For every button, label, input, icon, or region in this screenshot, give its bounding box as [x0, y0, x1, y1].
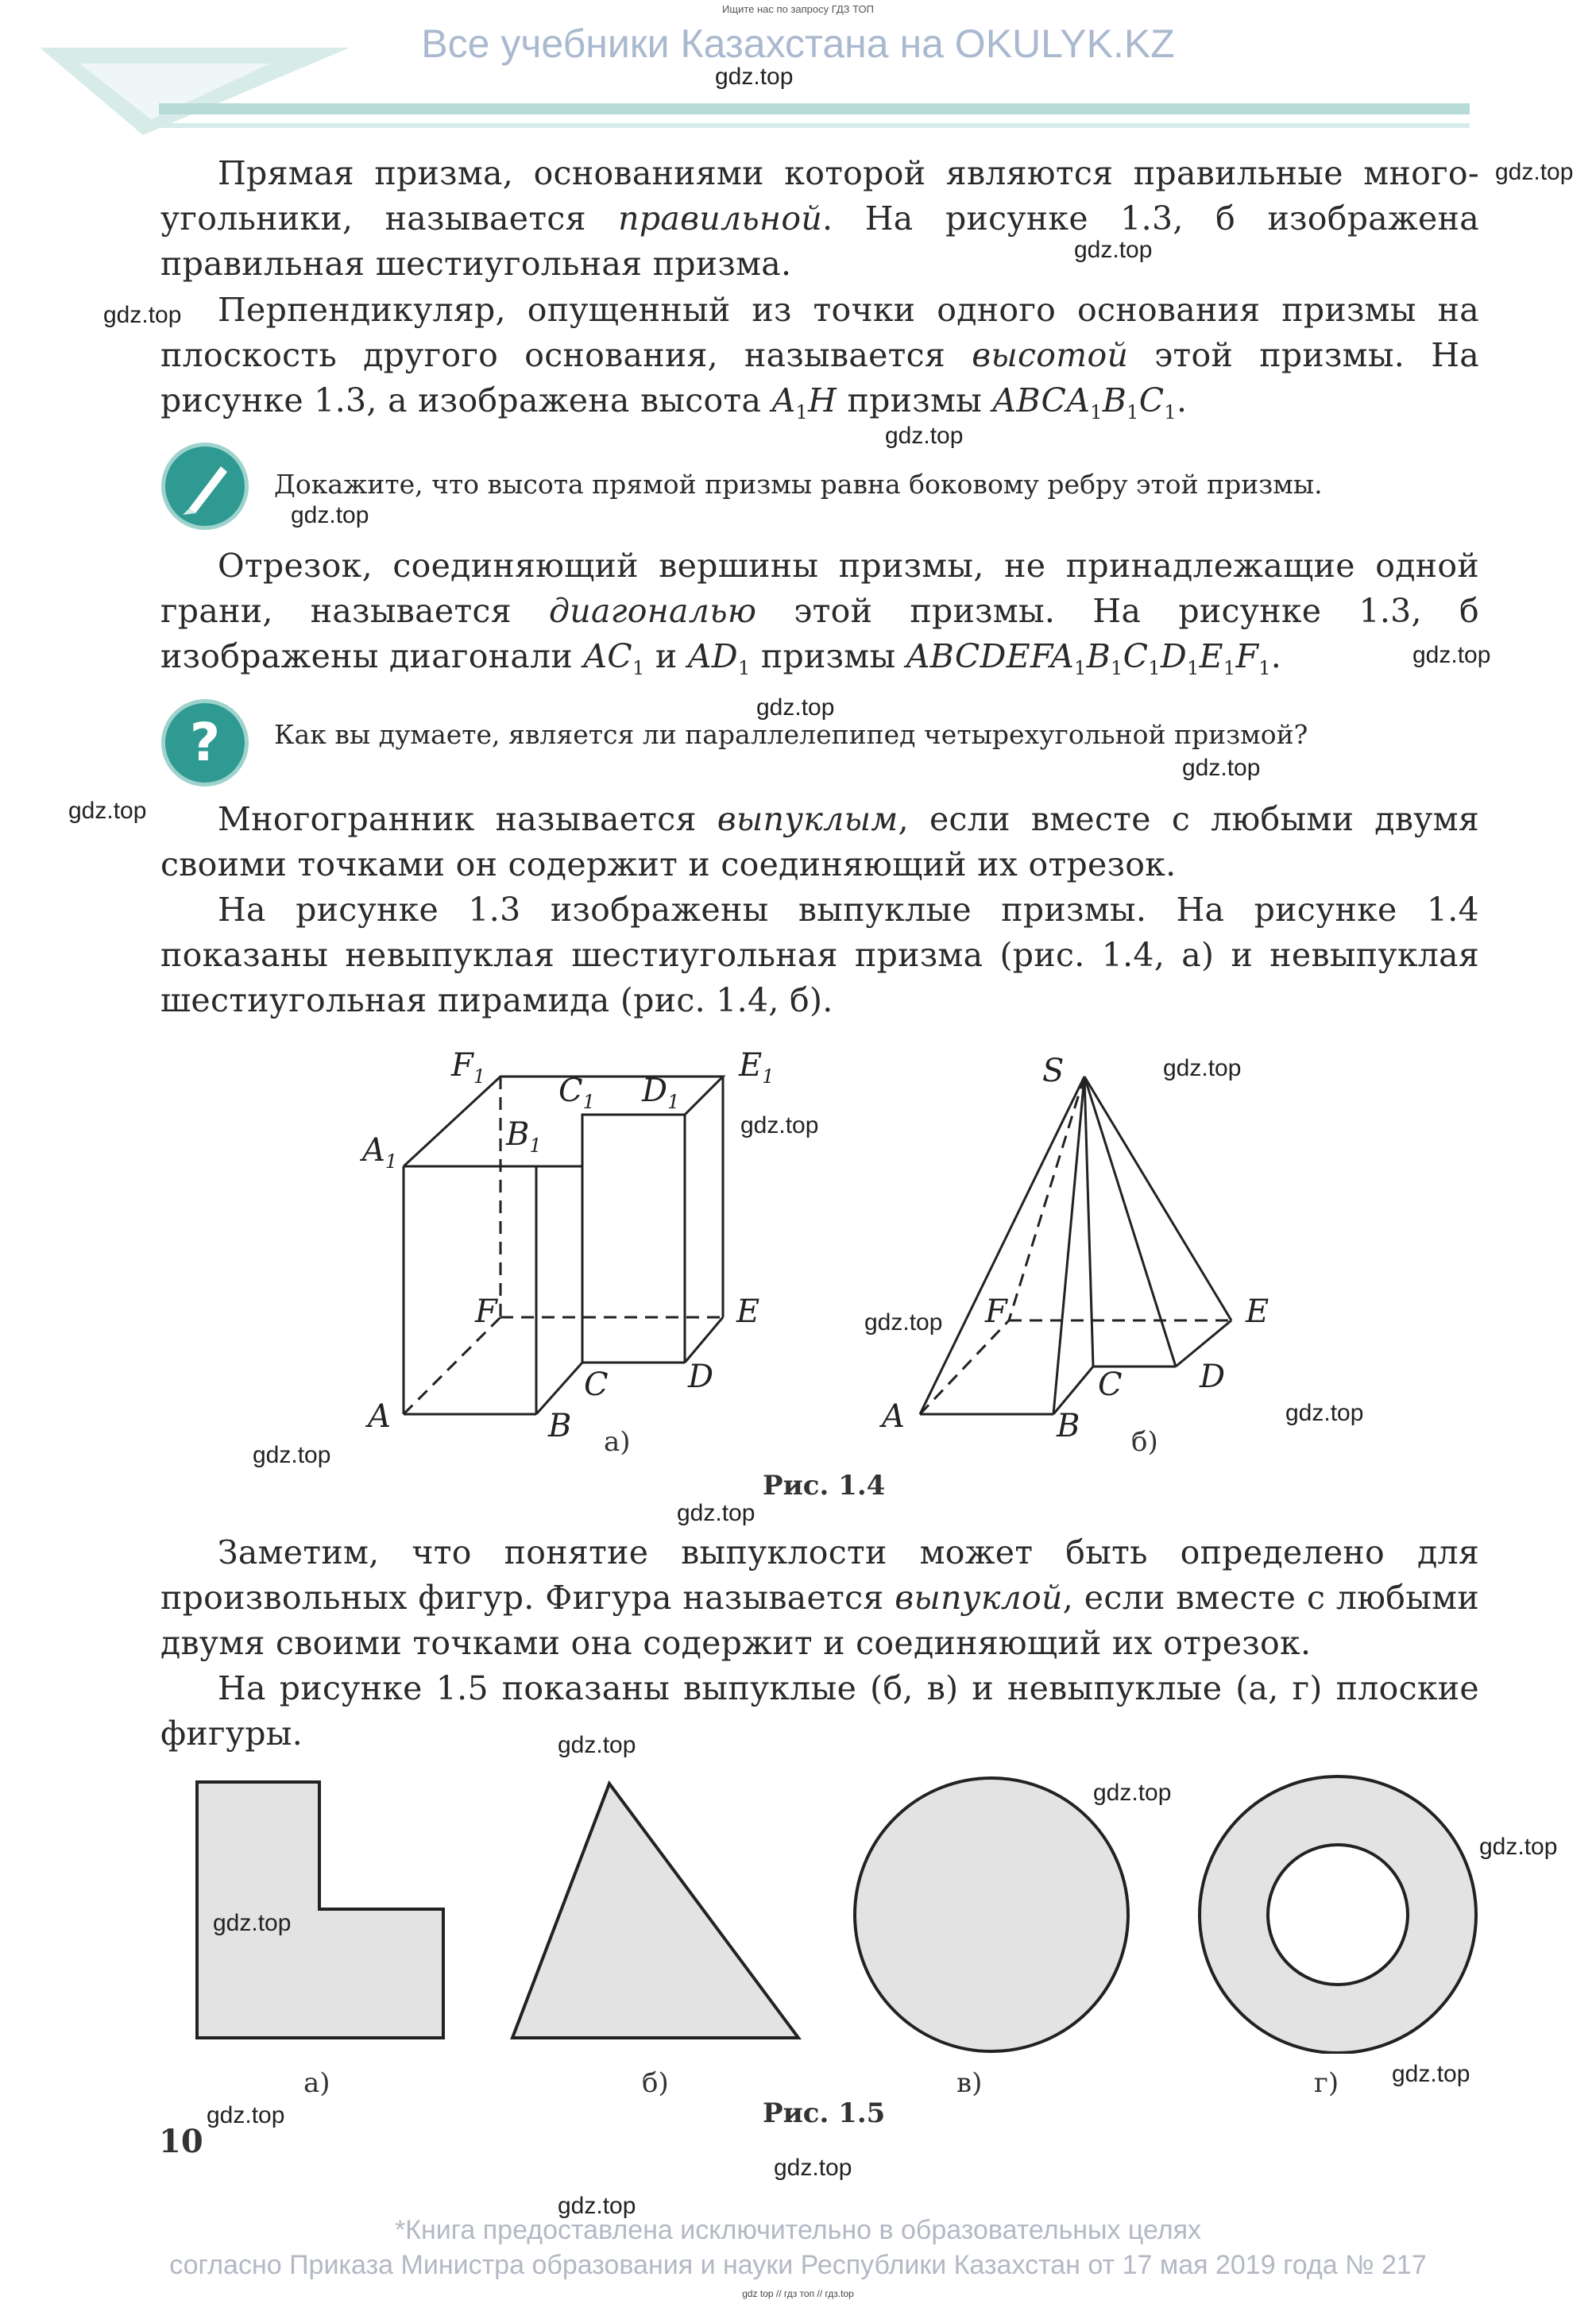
watermark: gdz.top: [291, 502, 369, 528]
paragraph-plane-figures: На рисунке 1.5 показаны выпуклые (б, в) и невыпуклые (а, г) плоские фигуры.: [160, 1669, 1479, 1753]
label-B1: $B_1$: [506, 1116, 542, 1157]
watermark: gdz.top: [207, 2102, 285, 2128]
label-pyr-A: A: [882, 1398, 905, 1435]
paragraph-convex-figure: Заметим, что понятие выпуклости может быть определено для произвольных фигур. Фигура называется выпуклой, если вместе с любыми двумя своими точками она содержит и соединяющий их отрезок.: [160, 1533, 1479, 1662]
paragraph-height: Перпендикуляр, опущенный из точки одного основания призмы на плоскость другого основания, называется высотой этой призмы. На рисунке 1.3, а изображена высота $A_1H$ призмы $ABCA_1B_1C_1$.: [160, 291, 1479, 424]
figure-plane-shapes: [191, 1768, 1494, 2054]
label-C: C: [584, 1367, 609, 1403]
watermark: gdz.top: [677, 1500, 755, 1526]
label-pyr-D: D: [1200, 1359, 1226, 1395]
watermark: gdz.top: [715, 64, 794, 90]
watermark: gdz.top: [885, 423, 964, 449]
label-D1: $D_1$: [642, 1073, 680, 1113]
svg-text:?: ?: [189, 712, 221, 773]
page-number: 10: [159, 2123, 203, 2160]
fig15-label-d: г): [1314, 2067, 1339, 2099]
watermark: gdz.top: [864, 1309, 943, 1336]
label-A1: $A_1$: [362, 1132, 398, 1173]
watermark: gdz.top: [1285, 1400, 1364, 1426]
footer-line-1: *Книга предоставлена исключительно в образовательных целях: [394, 2215, 1202, 2245]
watermark: gdz.top: [774, 2155, 852, 2181]
fig15-label-c: в): [956, 2067, 983, 2099]
watermark: gdz.top: [1479, 1834, 1558, 1860]
label-pyr-F: F: [985, 1293, 1007, 1330]
paragraph-regular-prism: Прямая призма, основаниями которой являются правильные много-угольники, называется правильной. На рисунке 1.3, б изображена правильная шестиугольная призма.: [160, 154, 1479, 283]
label-C1: $C_1$: [558, 1073, 595, 1113]
caption-fig-1-5: Рис. 1.5: [763, 2097, 886, 2129]
label-D: D: [688, 1359, 714, 1395]
watermark: gdz.top: [253, 1442, 331, 1468]
watermark: gdz.top: [1093, 1780, 1172, 1806]
label-A: A: [368, 1398, 391, 1435]
label-E: E: [736, 1293, 760, 1330]
shape-circle: [855, 1778, 1128, 2051]
watermark: gdz.top: [756, 694, 835, 721]
paragraph-diagonal: Отрезок, соединяющий вершины призмы, не принадлежащие одной грани, называется диагональю этой призмы. На рисунке 1.3, б изображены диагонали $AC_1$ и $AD_1$ призмы $ABCDEFA_1B_1C_1D_1E_1F_1$.: [160, 547, 1479, 680]
note-prove: Докажите, что высота прямой призмы равна боковому ребру этой призмы.: [274, 469, 1323, 500]
label-pyr-E: E: [1246, 1293, 1269, 1330]
question-icon: [161, 699, 249, 787]
footer-line-2: согласно Приказа Министра образования и науки Республики Казахстан от 17 мая 2019 года № 217: [169, 2250, 1427, 2280]
watermark: gdz.top: [1412, 642, 1491, 668]
fig15-label-a: а): [303, 2067, 330, 2099]
top-note: Ищите нас по запросу ГДЗ ТОП: [722, 3, 874, 15]
label-F1: $F_1$: [451, 1047, 486, 1088]
watermark: gdz.top: [558, 2193, 636, 2219]
watermark: gdz.top: [1182, 755, 1261, 781]
caption-fig-1-4: Рис. 1.4: [763, 1470, 886, 1502]
label-pyr-B: B: [1057, 1408, 1080, 1444]
header-bar: [159, 103, 1470, 114]
label-B: B: [548, 1408, 572, 1444]
label-E1: $E_1$: [739, 1047, 775, 1088]
watermark: gdz.top: [68, 798, 147, 824]
pencil-icon: [161, 443, 249, 530]
label-S: S: [1042, 1053, 1065, 1089]
watermark: gdz.top: [1392, 2061, 1470, 2087]
paragraph-convex-polyhedron: Многогранник называется выпуклым, если вместе с любыми двумя своими точками он содержит и соединяющий их отрезок.: [160, 800, 1479, 883]
watermark: gdz.top: [213, 1910, 292, 1936]
label-pyr-C: C: [1098, 1367, 1123, 1403]
header-bar-thin: [159, 123, 1470, 128]
shape-triangle: [512, 1784, 798, 2038]
watermark: gdz.top: [1163, 1055, 1242, 1081]
watermark: gdz.top: [1495, 159, 1574, 185]
watermark: gdz.top: [558, 1732, 636, 1758]
watermark: gdz.top: [103, 302, 182, 328]
footer-tiny: gdz top // гдз топ // гдз.top: [742, 2288, 854, 2299]
paragraph-examples: На рисунке 1.3 изображены выпуклые призмы. На рисунке 1.4 показаны невыпуклая шестиугольная призма (рис. 1.4, а) и невыпуклая шестиугольная пирамида (рис. 1.4, б).: [160, 891, 1479, 1019]
watermark: gdz.top: [740, 1112, 819, 1138]
sublabel-a: а): [604, 1426, 631, 1458]
site-title[interactable]: Все учебники Казахстана на OKULYK.KZ: [421, 21, 1175, 66]
sublabel-b: б): [1131, 1426, 1158, 1458]
watermark: gdz.top: [1074, 237, 1153, 263]
fig15-label-b: б): [642, 2067, 669, 2099]
note-question: Как вы думаете, является ли параллелепипед четырехугольной призмой?: [274, 719, 1308, 750]
label-F: F: [475, 1293, 497, 1330]
shape-ring-inner: [1268, 1845, 1408, 1985]
